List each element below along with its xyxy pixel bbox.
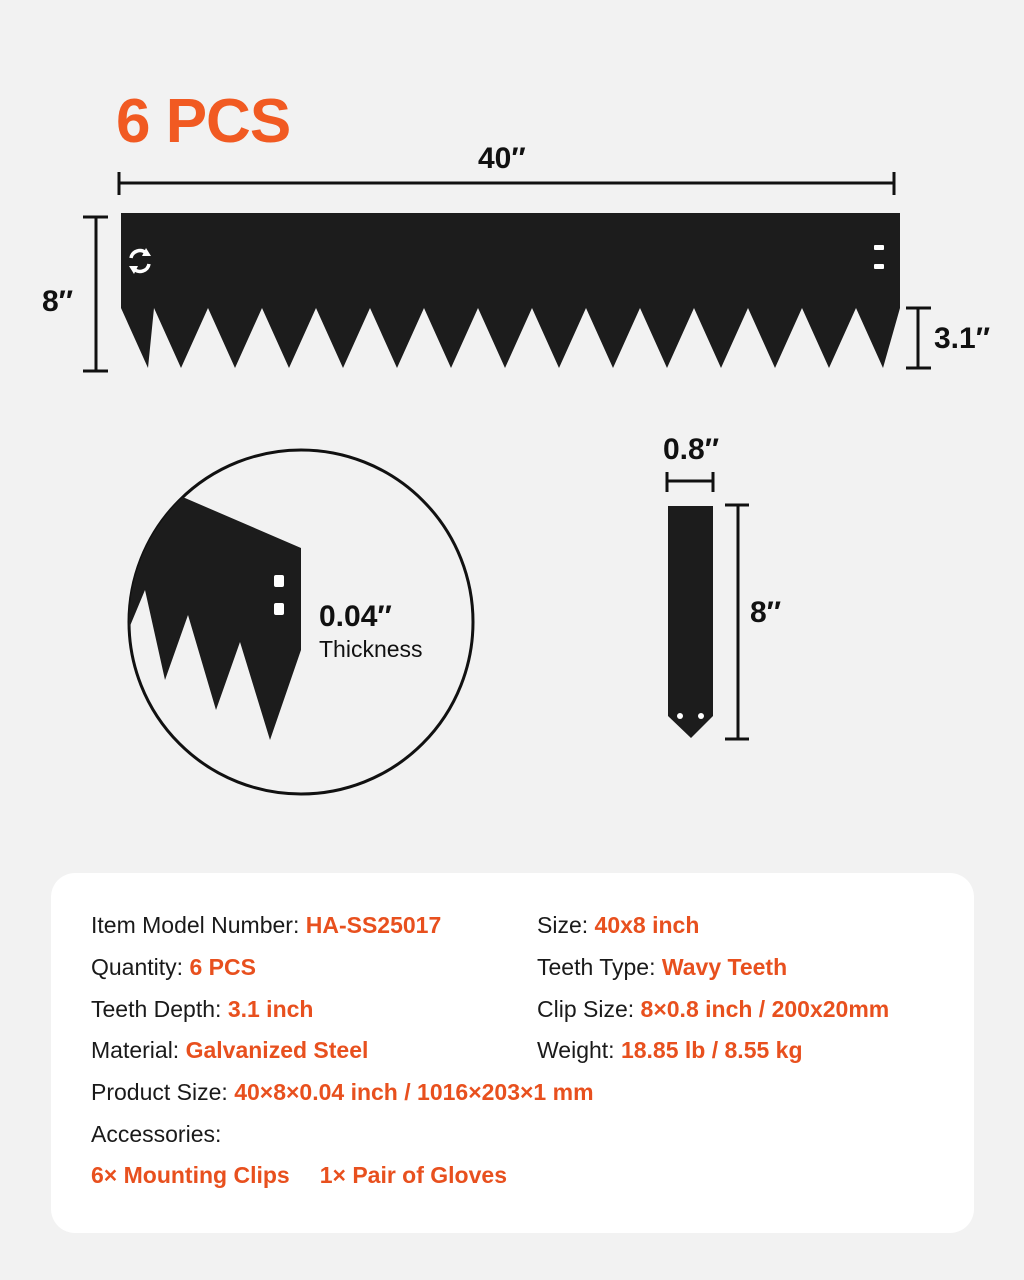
clip-width-label: 0.8′′ [663,433,720,466]
teeth-depth-label: 3.1′′ [934,322,991,355]
spec-product-size: Product Size: 40×8×0.04 inch / 1016×203×1 mm [91,1079,594,1105]
length-label: 40′′ [478,142,526,175]
spec-teeth-depth: Teeth Depth: 3.1 inch [91,996,314,1022]
thickness-callout [319,600,423,663]
spec-accessories-list [91,1162,507,1189]
height-label: 8′′ [42,285,74,318]
accessory-clips: 6× Mounting Clips [91,1162,290,1188]
spec-model: Item Model Number: HA-SS25017 [91,912,442,938]
accessory-gloves: 1× Pair of Gloves [319,1162,507,1188]
thickness-label: Thickness [319,636,423,662]
spec-material: Material: Galvanized Steel [91,1037,369,1063]
spec-clip-size: Clip Size: 8×0.8 inch / 200x20mm [537,996,890,1022]
clip-height-dimension-line [725,505,749,739]
spec-accessories-label: Accessories: [91,1121,222,1147]
clip-width-dimension-line [667,472,713,492]
spec-quantity: Quantity: 6 PCS [91,954,256,980]
spec-weight: Weight: 18.85 lb / 8.55 kg [537,1037,803,1063]
thickness-value: 0.04′′ [319,600,392,633]
mounting-clip [668,506,713,738]
height-dimension-line [83,217,108,371]
spec-size: Size: 40x8 inch [537,912,700,938]
quantity-headline: 6 PCS [116,87,291,156]
teeth-depth-dimension-line [906,308,931,368]
spec-teeth-type: Teeth Type: Wavy Teeth [537,954,788,980]
clip-height-label: 8′′ [750,596,782,629]
edging-strip [121,213,900,368]
